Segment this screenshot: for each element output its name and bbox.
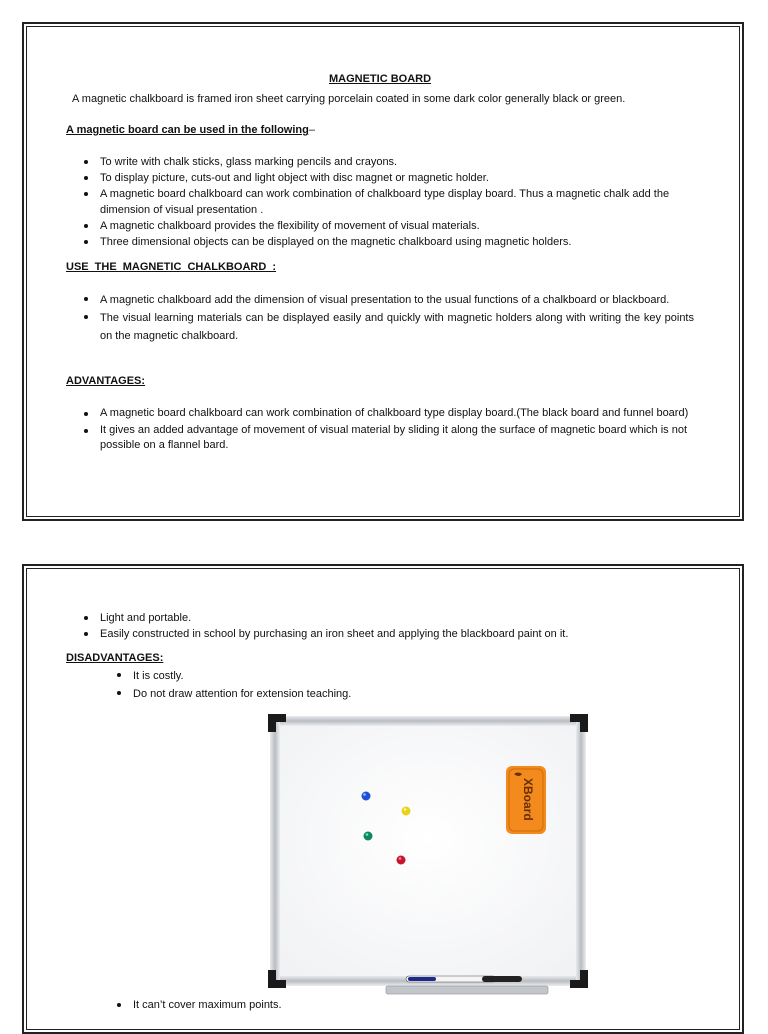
marker-2 <box>482 976 522 982</box>
board-surface <box>280 726 576 976</box>
uses-list <box>66 154 694 250</box>
list-item: Light and portable. <box>66 610 694 626</box>
advantages-list <box>66 406 694 453</box>
advantages-heading: ADVANTAGES: <box>66 375 146 387</box>
blue-magnet <box>362 792 371 801</box>
advantages-continued-list <box>66 610 694 642</box>
board-frame-left <box>270 716 280 986</box>
list-item: It is costly. <box>66 667 694 685</box>
yellow-magnet <box>402 807 411 816</box>
list-item: Easily constructed in school by purchasing an iron sheet and applying the blackboard paint on it. <box>66 626 694 642</box>
marker-tray <box>386 986 548 994</box>
use-chalkboard-heading: USE THE MAGNETIC CHALKBOARD : <box>66 261 276 273</box>
disadvantages-continued-list <box>66 997 694 1013</box>
uses-heading <box>66 124 315 136</box>
board-frame-top <box>270 716 586 726</box>
use-chalkboard-list <box>66 291 694 345</box>
disadvantages-list <box>66 667 694 703</box>
marker-cap <box>408 977 436 981</box>
eraser <box>506 766 546 834</box>
list-item: To write with chalk sticks, glass marking pencils and crayons. <box>66 154 694 170</box>
red-magnet <box>397 856 406 865</box>
list-item: A magnetic chalkboard add the dimension of visual presentation to the usual functions of a chalkboard or blackboard. <box>66 291 694 309</box>
document-title: MAGNETIC BOARD <box>328 73 432 85</box>
intro-paragraph: A magnetic chalkboard is framed iron sheet carrying porcelain coated in some dark color generally black or green. <box>72 93 626 105</box>
board-frame-right <box>576 716 586 986</box>
document-page-2 <box>22 564 744 1034</box>
list-item: Three dimensional objects can be displayed on the magnetic chalkboard using magnetic holders. <box>66 234 694 250</box>
green-magnet <box>364 832 373 841</box>
list-item: A magnetic board chalkboard can work combination of chalkboard type display board. Thus a magnetic chalk add the dimension of visual presentation . <box>66 186 694 218</box>
list-item: To display picture, cuts-out and light object with disc magnet or magnetic holder. <box>66 170 694 186</box>
list-item: A magnetic chalkboard provides the flexibility of movement of visual materials. <box>66 218 694 234</box>
eraser-brand: XBoard <box>521 778 535 821</box>
magnetic-whiteboard-image <box>268 714 590 996</box>
list-item: It gives an added advantage of movement of visual material by sliding it along the surface of magnetic board which is not possible on a flannel bard. <box>66 423 694 453</box>
list-item: The visual learning materials can be displayed easily and quickly with magnetic holders along with writing the key points on the magnetic chalkboard. <box>66 309 694 345</box>
list-item: A magnetic board chalkboard can work combination of chalkboard type display board.(The black board and funnel board) <box>66 406 694 421</box>
document-page-1 <box>22 22 744 521</box>
uses-heading-text: A magnetic board can be used in the following <box>66 124 309 136</box>
uses-heading-dash: – <box>308 124 315 136</box>
disadvantages-heading: DISADVANTAGES: <box>66 652 164 664</box>
list-item: Do not draw attention for extension teaching. <box>66 685 694 703</box>
list-item: It can’t cover maximum points. <box>66 997 694 1013</box>
